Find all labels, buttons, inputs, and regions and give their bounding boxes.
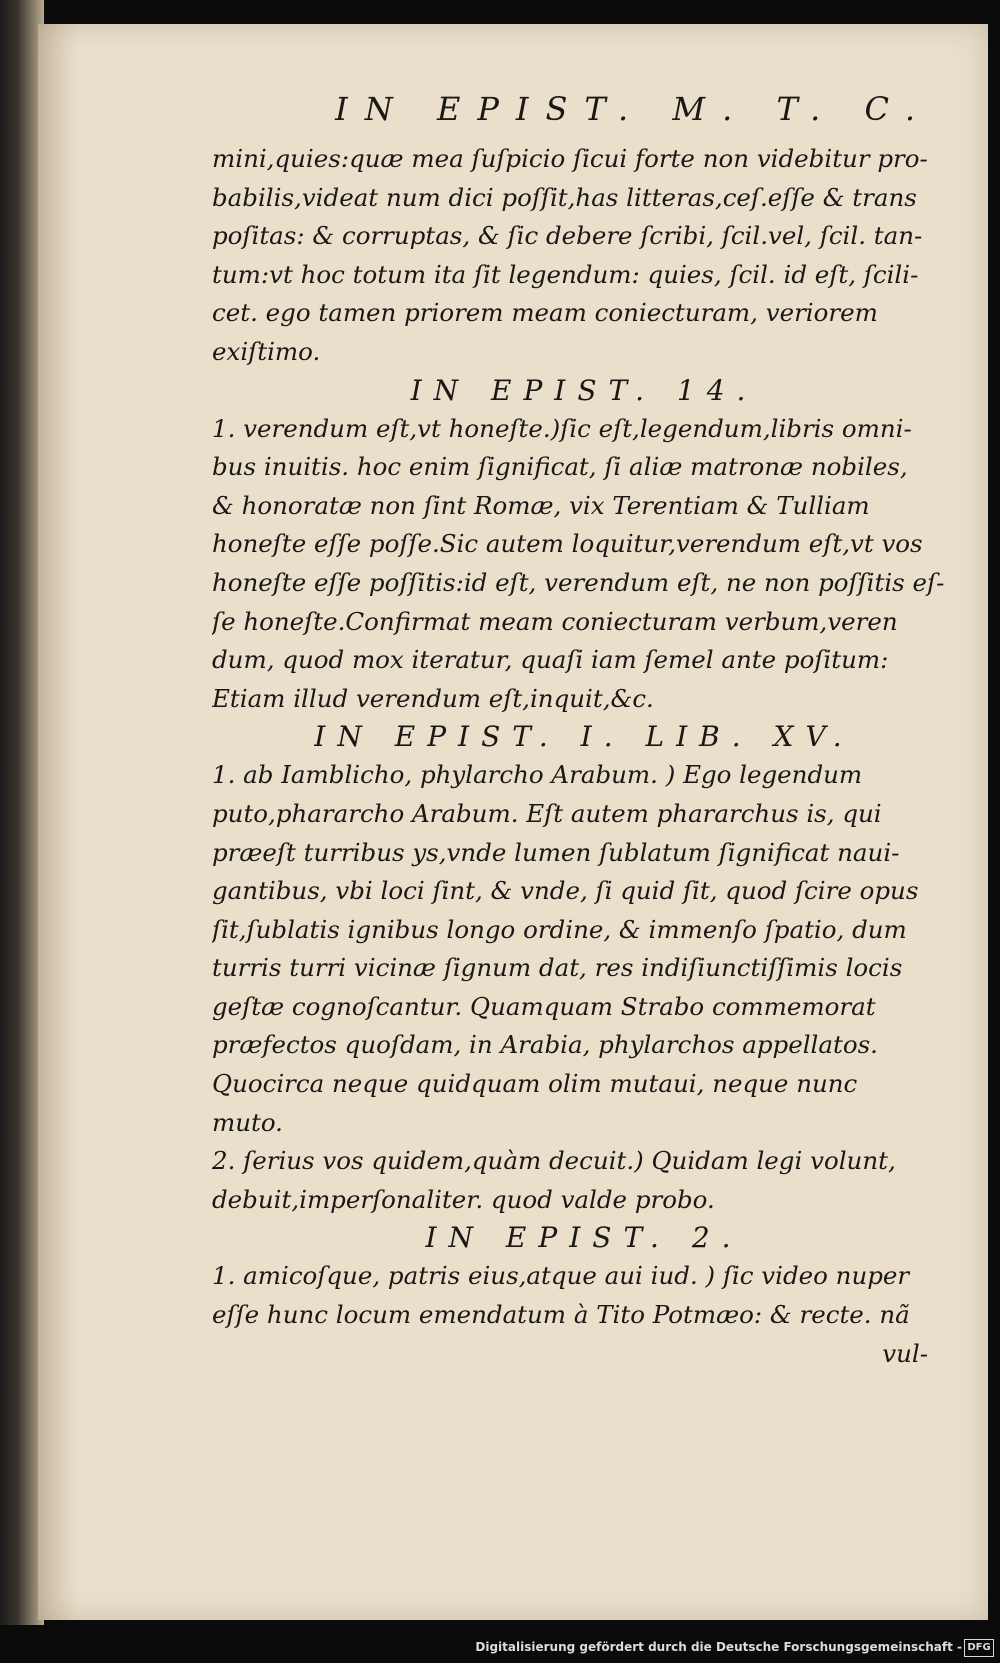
- text-line: puto,phararcho Arabum. Eſt autem phararchus is, qui: [212, 798, 882, 828]
- text-line: Etiam illud verendum eſt,inquit,&c.: [212, 683, 654, 713]
- funding-credit: Digitalisierung gefördert durch die Deutsche Forschungsgemeinschaft -: [475, 1640, 962, 1654]
- text-line: eſſe hunc locum emendatum à Tito Potmæo: & recte. nã: [212, 1300, 910, 1330]
- text-line: bus inuitis. hoc enim ſignificat, ſi aliæ matronæ nobiles,: [212, 452, 908, 482]
- running-head: IN EPIST. M. T. C.: [335, 90, 932, 128]
- dfg-logo: DFG: [964, 1639, 994, 1657]
- text-line: debuit,imperſonaliter. quod valde probo.: [212, 1184, 715, 1214]
- text-line: cet. ego tamen priorem meam coniecturam, veriorem: [212, 298, 878, 328]
- text-line: gantibus, vbi loci ſint, & vnde, ſi quid ſit, quod ſcire opus: [212, 876, 919, 906]
- text-body: [212, 140, 956, 1335]
- text-line: dum, quod mox iteratur, quaſi iam ſemel ante poſitum:: [212, 645, 889, 675]
- text-line: Quocirca neque quidquam olim mutaui, neque nunc: [212, 1069, 858, 1099]
- text-line: poſitas: & corruptas, & ſic debere ſcribi, ſcil.vel, ſcil. tan-: [212, 221, 923, 251]
- section-heading: IN EPIST. I. LIB. XV.: [314, 720, 854, 754]
- section-heading: IN EPIST. 2.: [425, 1221, 743, 1255]
- text-line: 1. amicoſque, patris eius,atque aui iud. ) ſic video nuper: [212, 1261, 910, 1291]
- text-line: mini,quies:quæ mea ſuſpicio ſicui forte non videbitur pro-: [212, 144, 928, 173]
- text-line: præeſt turribus ys,vnde lumen ſublatum ſignificat naui-: [212, 837, 900, 867]
- text-line: turris turri vicinæ ſignum dat, res indiſiunctiſſimis locis: [212, 953, 903, 983]
- text-line: ſe honeſte.Confirmat meam coniecturam verbum,veren: [212, 606, 898, 636]
- catchword: vul-: [882, 1338, 928, 1368]
- text-line: 1. verendum eſt,vt honeſte.)ſic eſt,legendum,libris omni-: [212, 413, 912, 443]
- footer-bar: [0, 1632, 1000, 1663]
- text-line: tum:vt hoc totum ita ſit legendum: quies, ſcil. id eſt, ſcili-: [212, 259, 919, 289]
- text-line: geſtæ cognoſcantur. Quamquam Strabo commemorat: [212, 991, 876, 1021]
- text-line: exiſtimo.: [212, 336, 321, 366]
- text-line: ſit,ſublatis ignibus longo ordine, & immenſo ſpatio, dum: [212, 914, 907, 944]
- page-text: [212, 78, 956, 1373]
- text-line: 1. ab Iamblicho, phylarcho Arabum. ) Ego legendum: [212, 760, 863, 790]
- text-line: honeſte eſſe poſſitis:id eſt, verendum eſt, ne non poſſitis eſ-: [212, 567, 945, 597]
- text-line: & honoratæ non ſint Romæ, vix Terentiam & Tulliam: [212, 490, 870, 520]
- section-heading: IN EPIST. 14.: [410, 373, 758, 407]
- text-line: præfectos quoſdam, in Arabia, phylarchos appellatos.: [212, 1030, 878, 1060]
- text-line: honeſte eſſe poſſe.Sic autem loquitur,verendum eſt,vt vos: [212, 529, 923, 559]
- text-line: muto.: [212, 1107, 283, 1137]
- text-line: babilis,videat num dici poſſit,has litteras,ceſ.eſſe & trans: [212, 182, 917, 212]
- text-line: 2. ſerius vos quidem,quàm decuit.) Quidam legi volunt,: [212, 1146, 896, 1176]
